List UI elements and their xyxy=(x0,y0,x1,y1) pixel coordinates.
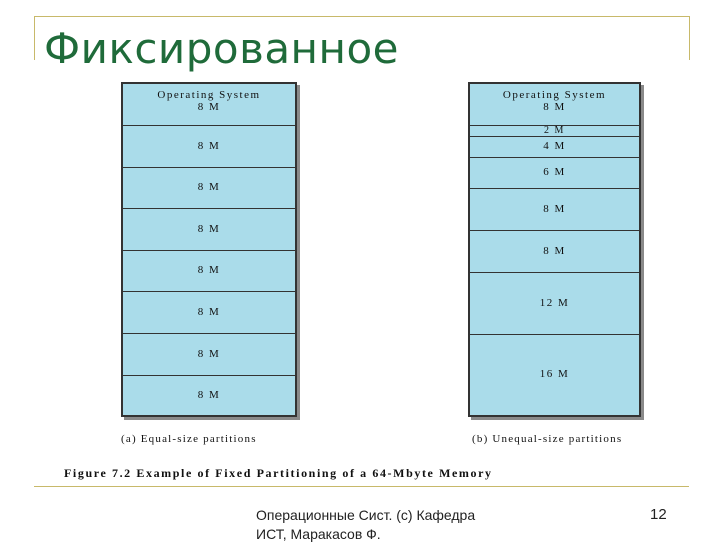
partition xyxy=(123,291,295,333)
partition-size: 8 M xyxy=(197,222,221,235)
partition xyxy=(470,157,639,188)
partition-size: 8 M xyxy=(197,139,221,152)
partition xyxy=(123,375,295,415)
partition xyxy=(470,125,639,136)
partition-os xyxy=(123,84,295,125)
partition-size: 8 M xyxy=(543,100,566,113)
page-number: 12 xyxy=(650,506,667,523)
left-rule xyxy=(34,16,35,60)
diagram-caption-unequal: (b) Unequal-size partitions xyxy=(472,433,623,445)
partition xyxy=(123,208,295,250)
partition-label: Operating System xyxy=(157,89,261,101)
partition xyxy=(470,136,639,157)
partition-size: 8 M xyxy=(197,264,221,277)
slide-footer: Операционные Сист. (с) Кафедра ИСТ, Маракасов Ф. xyxy=(256,507,476,542)
partition-size: 8 M xyxy=(543,202,566,215)
top-rule xyxy=(34,16,689,17)
partition-size: 8 M xyxy=(197,305,221,318)
slide-title: Фиксированное xyxy=(44,24,400,73)
partition xyxy=(123,333,295,375)
partition xyxy=(470,230,639,272)
partition xyxy=(470,188,639,230)
partition-size: 8 M xyxy=(197,100,221,113)
partition-size: 6 M xyxy=(543,166,566,179)
bottom-rule xyxy=(34,486,689,487)
diagram-caption-equal: (a) Equal-size partitions xyxy=(121,433,257,445)
partition-os xyxy=(470,84,639,125)
partition xyxy=(123,167,295,208)
memory-diagram-equal xyxy=(121,82,297,417)
partition xyxy=(123,125,295,167)
memory-diagram-unequal xyxy=(468,82,641,417)
partition-size: 8 M xyxy=(197,181,221,194)
partition-size: 4 M xyxy=(543,140,566,153)
partition-size: 16 M xyxy=(539,368,570,381)
partition-size: 2 M xyxy=(544,125,565,136)
partition-size: 8 M xyxy=(197,347,221,360)
partition xyxy=(470,272,639,334)
partition xyxy=(123,250,295,291)
partition-size: 8 M xyxy=(197,388,221,401)
partition xyxy=(470,334,639,415)
partition-label: Operating System xyxy=(502,89,607,101)
figure-caption: Figure 7.2 Example of Fixed Partitioning of a 64-Mbyte Memory xyxy=(64,466,493,480)
partition-size: 8 M xyxy=(543,244,566,257)
right-rule xyxy=(689,16,690,60)
partition-size: 12 M xyxy=(539,296,570,309)
